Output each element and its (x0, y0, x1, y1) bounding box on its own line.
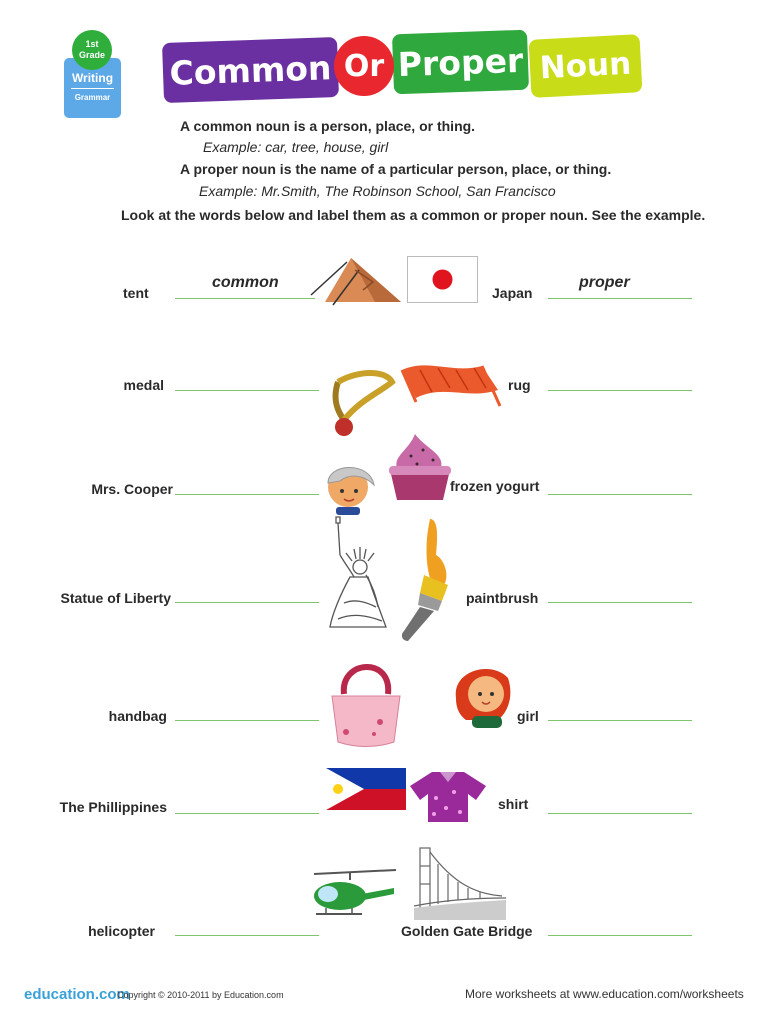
more-worksheets-link[interactable]: More worksheets at www.education.com/worksheets (465, 987, 744, 1001)
intro-common-example: Example: car, tree, house, girl (203, 139, 389, 155)
word-medal: medal (123, 377, 164, 393)
handbag-icon (326, 650, 406, 750)
word-rug: rug (508, 377, 531, 393)
answer-line-statue-of-liberty[interactable] (175, 602, 319, 603)
answer-line-helicopter[interactable] (175, 935, 319, 936)
word-golden-gate-bridge: Golden Gate Bridge (401, 923, 533, 939)
badge-topic: Grammar (74, 93, 111, 102)
answer-line-girl[interactable] (548, 720, 692, 721)
mrs-cooper-icon (320, 455, 380, 517)
word-the-phillippines: The Phillippines (59, 799, 167, 815)
answer-line-medal[interactable] (175, 390, 319, 391)
japan-flag-icon (407, 256, 479, 304)
word-helicopter: helicopter (88, 923, 155, 939)
instructions: Look at the words below and label them as a common or proper noun. See the example. (121, 207, 706, 223)
golden-gate-bridge-icon (414, 844, 506, 920)
badge-divider (71, 88, 114, 89)
word-shirt: shirt (498, 796, 529, 812)
answer-tent: common (212, 274, 279, 291)
answer-line-paintbrush[interactable] (548, 602, 692, 603)
answer-line-mrs-cooper[interactable] (175, 494, 319, 495)
answer-line-rug[interactable] (548, 390, 692, 391)
tent-icon (303, 250, 405, 310)
answer-line-japan[interactable] (548, 298, 692, 299)
word-girl: girl (517, 708, 539, 724)
rug-icon (398, 356, 502, 416)
paintbrush-icon (398, 515, 462, 645)
helicopter-icon (306, 866, 402, 924)
word-statue-of-liberty: Statue of Liberty (60, 590, 171, 606)
intro-proper-example: Example: Mr.Smith, The Robinson School, San Francisco (199, 183, 556, 199)
intro-proper-def: A proper noun is the name of a particular person, place, or thing. (180, 161, 612, 177)
shirt-icon (406, 768, 490, 826)
answer-line-the-phillippines[interactable] (175, 813, 319, 814)
copyright-text: Copyright © 2010-2011 by Education.com (117, 990, 284, 1000)
word-paintbrush: paintbrush (466, 590, 539, 606)
title-noun: Noun (529, 34, 643, 98)
word-tent: tent (123, 285, 149, 301)
answer-line-shirt[interactable] (548, 813, 692, 814)
answer-line-golden-gate-bridge[interactable] (548, 935, 692, 936)
grade-circle (72, 30, 112, 70)
answer-line-frozen-yogurt[interactable] (548, 494, 692, 495)
philippines-flag-icon (326, 768, 406, 810)
badge-subject: Writing (71, 71, 114, 85)
statue-of-liberty-icon (326, 515, 390, 631)
answer-line-tent[interactable] (175, 298, 315, 299)
answer-line-handbag[interactable] (175, 720, 319, 721)
word-japan: Japan (492, 285, 533, 301)
grade-number: 1st (85, 39, 99, 49)
word-frozen-yogurt: frozen yogurt (450, 478, 540, 494)
title-or: Or (334, 36, 394, 96)
intro-common-def: A common noun is a person, place, or thing. (180, 118, 476, 134)
word-handbag: handbag (108, 708, 167, 724)
title-proper: Proper (392, 30, 529, 95)
education-logo[interactable]: education.com (24, 986, 130, 1003)
frozen-yogurt-icon (387, 430, 453, 504)
word-mrs-cooper: Mrs. Cooper (91, 481, 173, 497)
title-common: Common (162, 37, 339, 103)
girl-icon (452, 660, 514, 730)
grade-word: Grade (78, 50, 105, 60)
answer-japan: proper (579, 274, 630, 291)
